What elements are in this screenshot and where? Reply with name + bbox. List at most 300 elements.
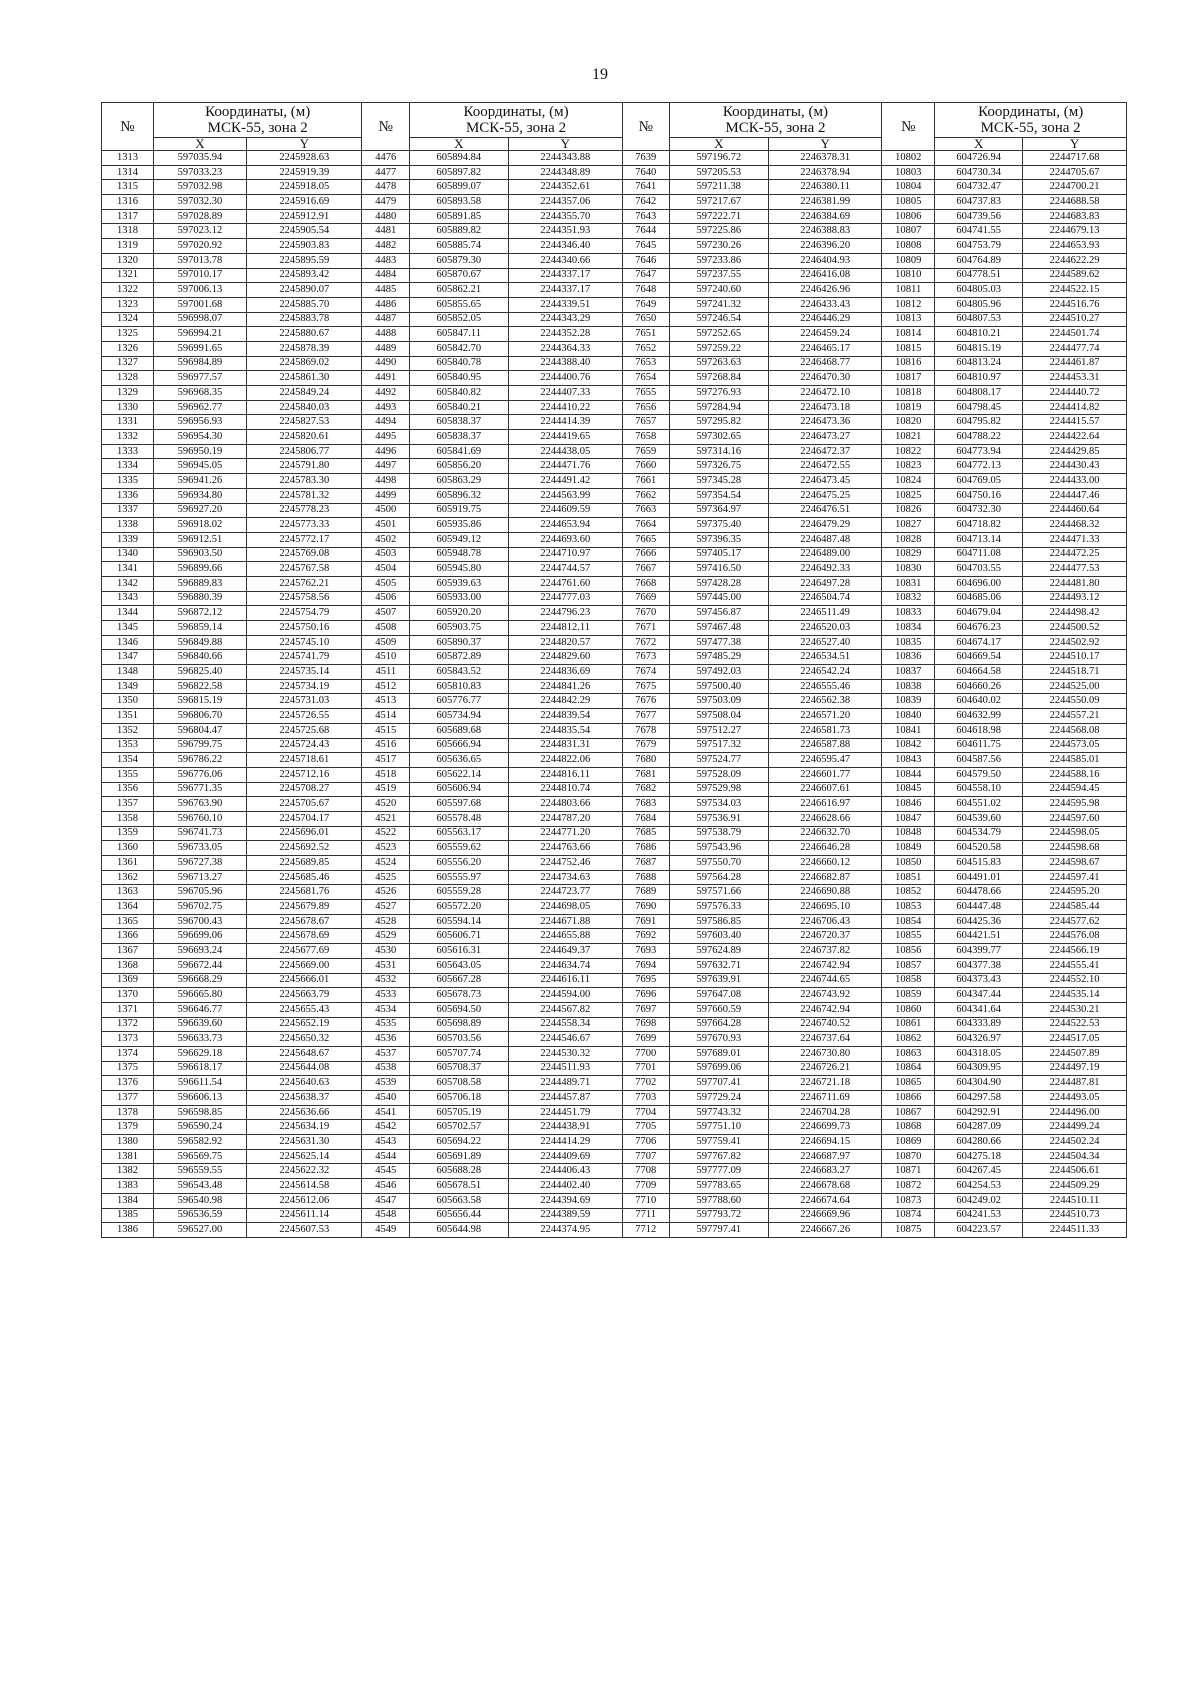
- point-number: 7669: [622, 591, 669, 606]
- y-value: 2245890.07: [247, 283, 362, 298]
- x-value: 605694.22: [410, 1135, 508, 1150]
- y-value: 2246601.77: [769, 767, 882, 782]
- y-value: 2244402.40: [508, 1179, 622, 1194]
- x-value: 605863.29: [410, 474, 508, 489]
- x-value: 605935.86: [410, 518, 508, 533]
- point-number: 1330: [102, 400, 154, 415]
- y-value: 2245655.43: [247, 1002, 362, 1017]
- x-value: 604669.54: [935, 650, 1023, 665]
- point-number: 4487: [362, 312, 410, 327]
- point-number: 7702: [622, 1076, 669, 1091]
- x-value: 596629.18: [153, 1046, 246, 1061]
- y-value: 2245895.59: [247, 253, 362, 268]
- table-row: [102, 165, 1127, 180]
- x-value: 597660.59: [669, 1002, 769, 1017]
- x-value: 605688.28: [410, 1164, 508, 1179]
- x-value: 604718.82: [935, 518, 1023, 533]
- point-number: 1337: [102, 503, 154, 518]
- y-value: 2244734.63: [508, 870, 622, 885]
- x-value: 597529.98: [669, 782, 769, 797]
- table-row: [102, 856, 1127, 871]
- table-row: [102, 180, 1127, 195]
- x-value: 604741.55: [935, 224, 1023, 239]
- point-number: 1317: [102, 209, 154, 224]
- y-value: 2246378.94: [769, 165, 882, 180]
- point-number: 10833: [882, 606, 935, 621]
- table-row: [102, 400, 1127, 415]
- point-number: 7677: [622, 709, 669, 724]
- y-value: 2245861.30: [247, 371, 362, 386]
- point-number: 4488: [362, 327, 410, 342]
- y-value: 2244510.73: [1023, 1208, 1127, 1223]
- y-value: 2246740.52: [769, 1017, 882, 1032]
- y-value: 2245640.63: [247, 1076, 362, 1091]
- point-number: 10868: [882, 1120, 935, 1135]
- point-number: 10858: [882, 973, 935, 988]
- y-value: 2244671.88: [508, 914, 622, 929]
- y-value: 2245869.02: [247, 356, 362, 371]
- x-value: 604347.44: [935, 988, 1023, 1003]
- y-value: 2244761.60: [508, 576, 622, 591]
- y-value: 2244777.03: [508, 591, 622, 606]
- y-value: 2244438.91: [508, 1120, 622, 1135]
- x-value: 604249.02: [935, 1193, 1023, 1208]
- header-number: №: [622, 103, 669, 151]
- point-number: 4537: [362, 1046, 410, 1061]
- x-value: 597517.32: [669, 738, 769, 753]
- x-value: 597222.71: [669, 209, 769, 224]
- x-value: 605694.50: [410, 1002, 508, 1017]
- point-number: 7693: [622, 944, 669, 959]
- x-value: 605855.65: [410, 297, 508, 312]
- point-number: 4498: [362, 474, 410, 489]
- x-value: 596840.66: [153, 650, 246, 665]
- y-value: 2245919.39: [247, 165, 362, 180]
- x-value: 604772.13: [935, 459, 1023, 474]
- y-value: 2244337.17: [508, 283, 622, 298]
- y-value: 2244653.93: [1023, 239, 1127, 254]
- y-value: 2245750.16: [247, 621, 362, 636]
- y-value: 2244598.05: [1023, 826, 1127, 841]
- point-number: 7707: [622, 1149, 669, 1164]
- point-number: 1329: [102, 386, 154, 401]
- y-value: 2246473.18: [769, 400, 882, 415]
- y-value: 2244337.17: [508, 268, 622, 283]
- point-number: 10875: [882, 1223, 935, 1238]
- point-number: 7678: [622, 723, 669, 738]
- point-number: 1365: [102, 914, 154, 929]
- point-number: 1347: [102, 650, 154, 665]
- x-value: 604640.02: [935, 694, 1023, 709]
- y-value: 2244351.93: [508, 224, 622, 239]
- point-number: 1354: [102, 753, 154, 768]
- point-number: 1386: [102, 1223, 154, 1238]
- point-number: 4499: [362, 488, 410, 503]
- point-number: 10841: [882, 723, 935, 738]
- y-value: 2244831.31: [508, 738, 622, 753]
- y-value: 2245612.06: [247, 1193, 362, 1208]
- table-row: [102, 1193, 1127, 1208]
- point-number: 7694: [622, 958, 669, 973]
- y-value: 2245705.67: [247, 797, 362, 812]
- header-x: X: [669, 138, 769, 151]
- point-number: 4547: [362, 1193, 410, 1208]
- point-number: 7668: [622, 576, 669, 591]
- y-value: 2244511.33: [1023, 1223, 1127, 1238]
- y-value: 2246607.61: [769, 782, 882, 797]
- x-value: 597456.87: [669, 606, 769, 621]
- y-value: 2244839.54: [508, 709, 622, 724]
- x-value: 597492.03: [669, 665, 769, 680]
- y-value: 2244477.53: [1023, 562, 1127, 577]
- point-number: 10820: [882, 415, 935, 430]
- x-value: 604711.08: [935, 547, 1023, 562]
- x-value: 597536.91: [669, 811, 769, 826]
- header-coordinates-title: Координаты, (м): [205, 104, 311, 120]
- y-value: 2246473.27: [769, 430, 882, 445]
- point-number: 10859: [882, 988, 935, 1003]
- x-value: 604491.01: [935, 870, 1023, 885]
- y-value: 2244504.34: [1023, 1149, 1127, 1164]
- x-value: 596727.38: [153, 856, 246, 871]
- table-row: [102, 797, 1127, 812]
- point-number: 1332: [102, 430, 154, 445]
- table-row: [102, 1208, 1127, 1223]
- y-value: 2245773.33: [247, 518, 362, 533]
- table-row: [102, 518, 1127, 533]
- header-x: X: [153, 138, 246, 151]
- y-value: 2244710.97: [508, 547, 622, 562]
- y-value: 2246468.77: [769, 356, 882, 371]
- x-value: 597013.78: [153, 253, 246, 268]
- y-value: 2244609.59: [508, 503, 622, 518]
- x-value: 597006.13: [153, 283, 246, 298]
- y-value: 2246730.80: [769, 1046, 882, 1061]
- x-value: 596804.47: [153, 723, 246, 738]
- header-coordinates: [410, 103, 623, 138]
- y-value: 2245754.79: [247, 606, 362, 621]
- y-value: 2244406.43: [508, 1164, 622, 1179]
- y-value: 2244688.58: [1023, 195, 1127, 210]
- point-number: 10862: [882, 1032, 935, 1047]
- point-number: 1383: [102, 1179, 154, 1194]
- y-value: 2246380.11: [769, 180, 882, 195]
- x-value: 597032.98: [153, 180, 246, 195]
- x-value: 604534.79: [935, 826, 1023, 841]
- y-value: 2244655.88: [508, 929, 622, 944]
- y-value: 2244511.93: [508, 1061, 622, 1076]
- y-value: 2245820.61: [247, 430, 362, 445]
- y-value: 2244471.33: [1023, 532, 1127, 547]
- x-value: 605734.94: [410, 709, 508, 724]
- y-value: 2246472.37: [769, 444, 882, 459]
- x-value: 597550.70: [669, 856, 769, 871]
- point-number: 10860: [882, 1002, 935, 1017]
- x-value: 605606.94: [410, 782, 508, 797]
- x-value: 596776.06: [153, 767, 246, 782]
- point-number: 10854: [882, 914, 935, 929]
- y-value: 2245663.79: [247, 988, 362, 1003]
- point-number: 10846: [882, 797, 935, 812]
- x-value: 596665.80: [153, 988, 246, 1003]
- x-value: 605920.20: [410, 606, 508, 621]
- x-value: 604373.43: [935, 973, 1023, 988]
- x-value: 597664.28: [669, 1017, 769, 1032]
- x-value: 596668.29: [153, 973, 246, 988]
- point-number: 1369: [102, 973, 154, 988]
- point-number: 10821: [882, 430, 935, 445]
- y-value: 2244457.87: [508, 1091, 622, 1106]
- point-number: 1327: [102, 356, 154, 371]
- y-value: 2246504.74: [769, 591, 882, 606]
- point-number: 4504: [362, 562, 410, 577]
- point-number: 4493: [362, 400, 410, 415]
- point-number: 1377: [102, 1091, 154, 1106]
- y-value: 2246743.92: [769, 988, 882, 1003]
- x-value: 596945.05: [153, 459, 246, 474]
- x-value: 597259.22: [669, 341, 769, 356]
- point-number: 1334: [102, 459, 154, 474]
- y-value: 2244552.10: [1023, 973, 1127, 988]
- y-value: 2246489.00: [769, 547, 882, 562]
- x-value: 596646.77: [153, 1002, 246, 1017]
- x-value: 596633.73: [153, 1032, 246, 1047]
- y-value: 2246587.88: [769, 738, 882, 753]
- point-number: 10874: [882, 1208, 935, 1223]
- y-value: 2244820.57: [508, 635, 622, 650]
- x-value: 604539.60: [935, 811, 1023, 826]
- y-value: 2245712.16: [247, 767, 362, 782]
- point-number: 4482: [362, 239, 410, 254]
- y-value: 2245905.54: [247, 224, 362, 239]
- y-value: 2244517.05: [1023, 1032, 1127, 1047]
- point-number: 7662: [622, 488, 669, 503]
- point-number: 10823: [882, 459, 935, 474]
- table-row: [102, 1164, 1127, 1179]
- point-number: 10845: [882, 782, 935, 797]
- point-number: 1367: [102, 944, 154, 959]
- table-row: [102, 1105, 1127, 1120]
- point-number: 10852: [882, 885, 935, 900]
- y-value: 2244502.92: [1023, 635, 1127, 650]
- x-value: 605636.65: [410, 753, 508, 768]
- point-number: 1322: [102, 283, 154, 298]
- y-value: 2244594.00: [508, 988, 622, 1003]
- y-value: 2244357.06: [508, 195, 622, 210]
- y-value: 2245611.14: [247, 1208, 362, 1223]
- point-number: 4523: [362, 841, 410, 856]
- y-value: 2246678.68: [769, 1179, 882, 1194]
- point-number: 10806: [882, 209, 935, 224]
- header-number: №: [882, 103, 935, 151]
- y-value: 2245689.85: [247, 856, 362, 871]
- x-value: 597428.28: [669, 576, 769, 591]
- point-number: 7644: [622, 224, 669, 239]
- y-value: 2246378.31: [769, 151, 882, 166]
- y-value: 2244693.60: [508, 532, 622, 547]
- x-value: 596763.90: [153, 797, 246, 812]
- y-value: 2244440.72: [1023, 386, 1127, 401]
- table-row: [102, 958, 1127, 973]
- header-x: X: [935, 138, 1023, 151]
- header-coordinates: [935, 103, 1127, 138]
- point-number: 4516: [362, 738, 410, 753]
- x-value: 596559.55: [153, 1164, 246, 1179]
- point-number: 4506: [362, 591, 410, 606]
- y-value: 2246742.94: [769, 958, 882, 973]
- x-value: 596825.40: [153, 665, 246, 680]
- y-value: 2245731.03: [247, 694, 362, 709]
- y-value: 2244653.94: [508, 518, 622, 533]
- point-number: 7676: [622, 694, 669, 709]
- table-row: [102, 488, 1127, 503]
- x-value: 605896.32: [410, 488, 508, 503]
- point-number: 1340: [102, 547, 154, 562]
- table-row: [102, 562, 1127, 577]
- table-row: [102, 327, 1127, 342]
- y-value: 2245769.08: [247, 547, 362, 562]
- x-value: 605698.89: [410, 1017, 508, 1032]
- x-value: 605897.82: [410, 165, 508, 180]
- point-number: 10865: [882, 1076, 935, 1091]
- point-number: 4527: [362, 900, 410, 915]
- x-value: 605903.75: [410, 621, 508, 636]
- x-value: 597500.40: [669, 679, 769, 694]
- x-value: 597707.41: [669, 1076, 769, 1091]
- table-row: [102, 268, 1127, 283]
- y-value: 2244407.33: [508, 386, 622, 401]
- table-row: [102, 1179, 1127, 1194]
- x-value: 597240.60: [669, 283, 769, 298]
- y-value: 2246690.88: [769, 885, 882, 900]
- point-number: 10813: [882, 312, 935, 327]
- x-value: 597528.09: [669, 767, 769, 782]
- x-value: 605842.70: [410, 341, 508, 356]
- x-value: 597364.97: [669, 503, 769, 518]
- x-value: 597543.96: [669, 841, 769, 856]
- table-row: [102, 665, 1127, 680]
- y-value: 2245772.17: [247, 532, 362, 547]
- table-row: [102, 224, 1127, 239]
- point-number: 7684: [622, 811, 669, 826]
- y-value: 2246426.96: [769, 283, 882, 298]
- x-value: 604732.30: [935, 503, 1023, 518]
- y-value: 2244595.20: [1023, 885, 1127, 900]
- x-value: 605893.58: [410, 195, 508, 210]
- header-y: Y: [508, 138, 622, 151]
- point-number: 1356: [102, 782, 154, 797]
- table-row: [102, 1002, 1127, 1017]
- x-value: 596941.26: [153, 474, 246, 489]
- x-value: 604618.98: [935, 723, 1023, 738]
- y-value: 2244576.08: [1023, 929, 1127, 944]
- point-number: 10803: [882, 165, 935, 180]
- y-value: 2244679.13: [1023, 224, 1127, 239]
- header-coordinates: [669, 103, 882, 138]
- y-value: 2244787.20: [508, 811, 622, 826]
- y-value: 2246542.24: [769, 665, 882, 680]
- x-value: 604292.91: [935, 1105, 1023, 1120]
- point-number: 10849: [882, 841, 935, 856]
- y-value: 2244429.85: [1023, 444, 1127, 459]
- point-number: 1379: [102, 1120, 154, 1135]
- x-value: 597603.40: [669, 929, 769, 944]
- header-coordinates: [153, 103, 362, 138]
- point-number: 4531: [362, 958, 410, 973]
- y-value: 2246581.73: [769, 723, 882, 738]
- point-number: 1368: [102, 958, 154, 973]
- x-value: 597503.09: [669, 694, 769, 709]
- x-value: 597508.04: [669, 709, 769, 724]
- y-value: 2246497.28: [769, 576, 882, 591]
- x-value: 605703.56: [410, 1032, 508, 1047]
- point-number: 7688: [622, 870, 669, 885]
- y-value: 2245849.24: [247, 386, 362, 401]
- point-number: 7639: [622, 151, 669, 166]
- y-value: 2244566.19: [1023, 944, 1127, 959]
- x-value: 597512.27: [669, 723, 769, 738]
- x-value: 596672.44: [153, 958, 246, 973]
- table-row: [102, 900, 1127, 915]
- point-number: 4507: [362, 606, 410, 621]
- y-value: 2245622.32: [247, 1164, 362, 1179]
- y-value: 2244597.60: [1023, 811, 1127, 826]
- point-number: 7695: [622, 973, 669, 988]
- y-value: 2246571.20: [769, 709, 882, 724]
- x-value: 605891.85: [410, 209, 508, 224]
- x-value: 605666.94: [410, 738, 508, 753]
- y-value: 2244389.59: [508, 1208, 622, 1223]
- point-number: 7706: [622, 1135, 669, 1150]
- table-row: [102, 430, 1127, 445]
- point-number: 1319: [102, 239, 154, 254]
- header-y: Y: [247, 138, 362, 151]
- x-value: 597035.94: [153, 151, 246, 166]
- x-value: 604632.99: [935, 709, 1023, 724]
- x-value: 605840.82: [410, 386, 508, 401]
- point-number: 10832: [882, 591, 935, 606]
- y-value: 2244471.76: [508, 459, 622, 474]
- x-value: 605708.37: [410, 1061, 508, 1076]
- table-row: [102, 738, 1127, 753]
- point-number: 1325: [102, 327, 154, 342]
- x-value: 596934.80: [153, 488, 246, 503]
- point-number: 4496: [362, 444, 410, 459]
- y-value: 2245827.53: [247, 415, 362, 430]
- y-value: 2244339.51: [508, 297, 622, 312]
- point-number: 4513: [362, 694, 410, 709]
- y-value: 2245652.19: [247, 1017, 362, 1032]
- y-value: 2246520.03: [769, 621, 882, 636]
- point-number: 1378: [102, 1105, 154, 1120]
- x-value: 604713.14: [935, 532, 1023, 547]
- point-number: 7697: [622, 1002, 669, 1017]
- table-row: [102, 782, 1127, 797]
- x-value: 596705.96: [153, 885, 246, 900]
- x-value: 604223.57: [935, 1223, 1023, 1238]
- x-value: 605678.51: [410, 1179, 508, 1194]
- point-number: 4546: [362, 1179, 410, 1194]
- x-value: 604377.38: [935, 958, 1023, 973]
- point-number: 10818: [882, 386, 935, 401]
- x-value: 605840.21: [410, 400, 508, 415]
- x-value: 604551.02: [935, 797, 1023, 812]
- table-row: [102, 679, 1127, 694]
- x-value: 597767.82: [669, 1149, 769, 1164]
- y-value: 2245791.80: [247, 459, 362, 474]
- y-value: 2245650.32: [247, 1032, 362, 1047]
- point-number: 4529: [362, 929, 410, 944]
